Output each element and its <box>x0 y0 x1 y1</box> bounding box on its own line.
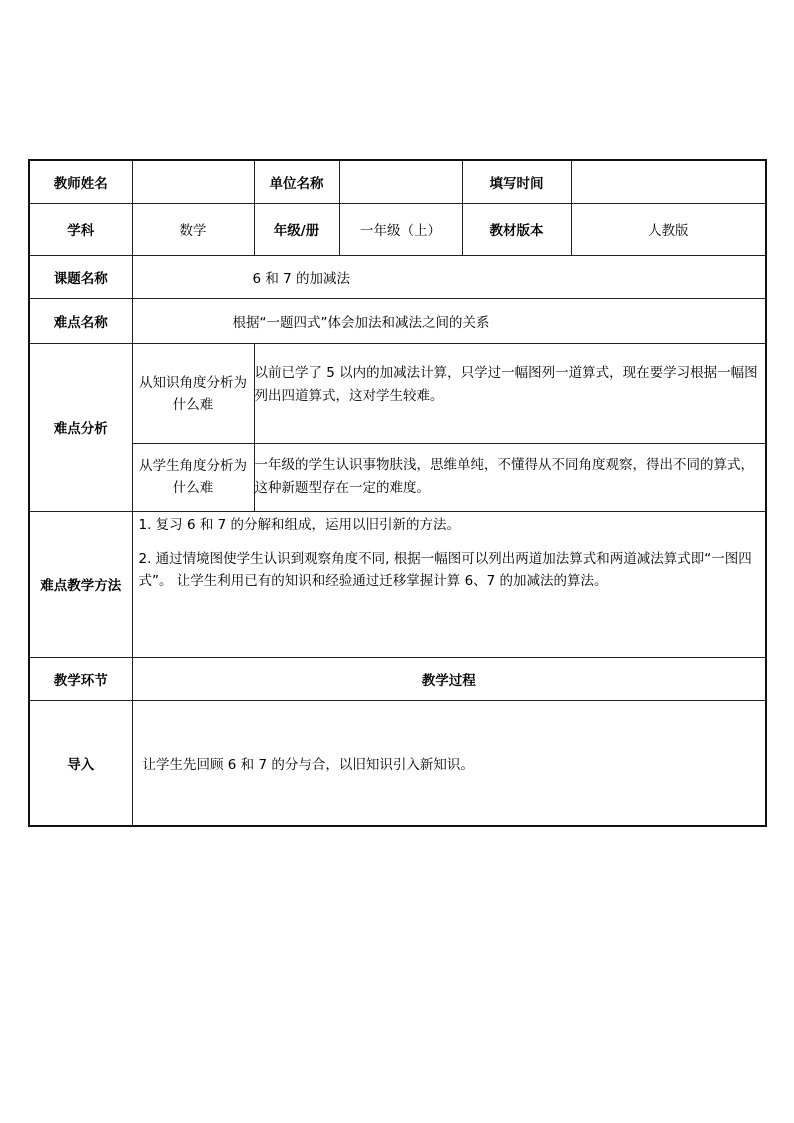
difficulty-name-value: 根据“一题四式”体会加法和减法之间的关系 <box>132 298 766 343</box>
unit-name-label: 单位名称 <box>254 160 339 203</box>
difficulty-name-row <box>29 298 766 343</box>
process-header-row <box>29 657 766 700</box>
method-item-2: 2. 通过情境图使学生认识到观察角度不同, 根据一幅图可以列出两道加法算式和两道减法算式即“一图四式”。 让学生利用已有的知识和经验通过迁移掌握计算 6、7 的加减法的算法。 <box>138 550 752 589</box>
analysis-row-knowledge <box>29 343 766 443</box>
knowledge-angle-text: 以前已学了 5 以内的加减法计算，只学过一幅图列一道算式，现在要学习根据一幅图列出四道算式，这对学生较难。 <box>254 343 766 443</box>
topic-row <box>29 255 766 298</box>
lesson-plan-sheet <box>28 159 765 827</box>
teaching-method-content <box>132 511 766 657</box>
intro-label: 导入 <box>29 700 132 826</box>
teacher-name-label: 教师姓名 <box>29 160 132 203</box>
subject-value: 数学 <box>132 203 254 255</box>
topic-value: 6 和 7 的加减法 <box>132 255 766 298</box>
teaching-process-label: 教学过程 <box>132 657 766 700</box>
intro-row <box>29 700 766 826</box>
student-angle-label: 从学生角度分析为什么难 <box>132 443 254 511</box>
grade-label: 年级/册 <box>254 203 339 255</box>
difficulty-analysis-label: 难点分析 <box>29 343 132 511</box>
header-row <box>29 160 766 203</box>
unit-name-field[interactable] <box>339 160 462 203</box>
subject-label: 学科 <box>29 203 132 255</box>
edition-label: 教材版本 <box>462 203 571 255</box>
teaching-method-label: 难点教学方法 <box>29 511 132 657</box>
knowledge-angle-label: 从知识角度分析为什么难 <box>132 343 254 443</box>
teaching-stage-label: 教学环节 <box>29 657 132 700</box>
teacher-name-field[interactable] <box>132 160 254 203</box>
lesson-plan-table <box>28 159 767 827</box>
teaching-method-row <box>29 511 766 657</box>
topic-label: 课题名称 <box>29 255 132 298</box>
edition-value: 人教版 <box>571 203 766 255</box>
analysis-row-student <box>29 443 766 511</box>
fill-date-label: 填写时间 <box>462 160 571 203</box>
subject-row <box>29 203 766 255</box>
method-item-1: 1. 复习 6 和 7 的分解和组成，运用以旧引新的方法。 <box>138 516 461 533</box>
fill-date-field[interactable] <box>571 160 766 203</box>
student-angle-text: 一年级的学生认识事物肤浅，思维单纯，不懂得从不同角度观察，得出不同的算式，这种新题型存在一定的难度。 <box>254 443 766 511</box>
difficulty-name-label: 难点名称 <box>29 298 132 343</box>
grade-value: 一年级（上） <box>339 203 462 255</box>
intro-text: 让学生先回顾 6 和 7 的分与合，以旧知识引入新知识。 <box>132 700 766 826</box>
